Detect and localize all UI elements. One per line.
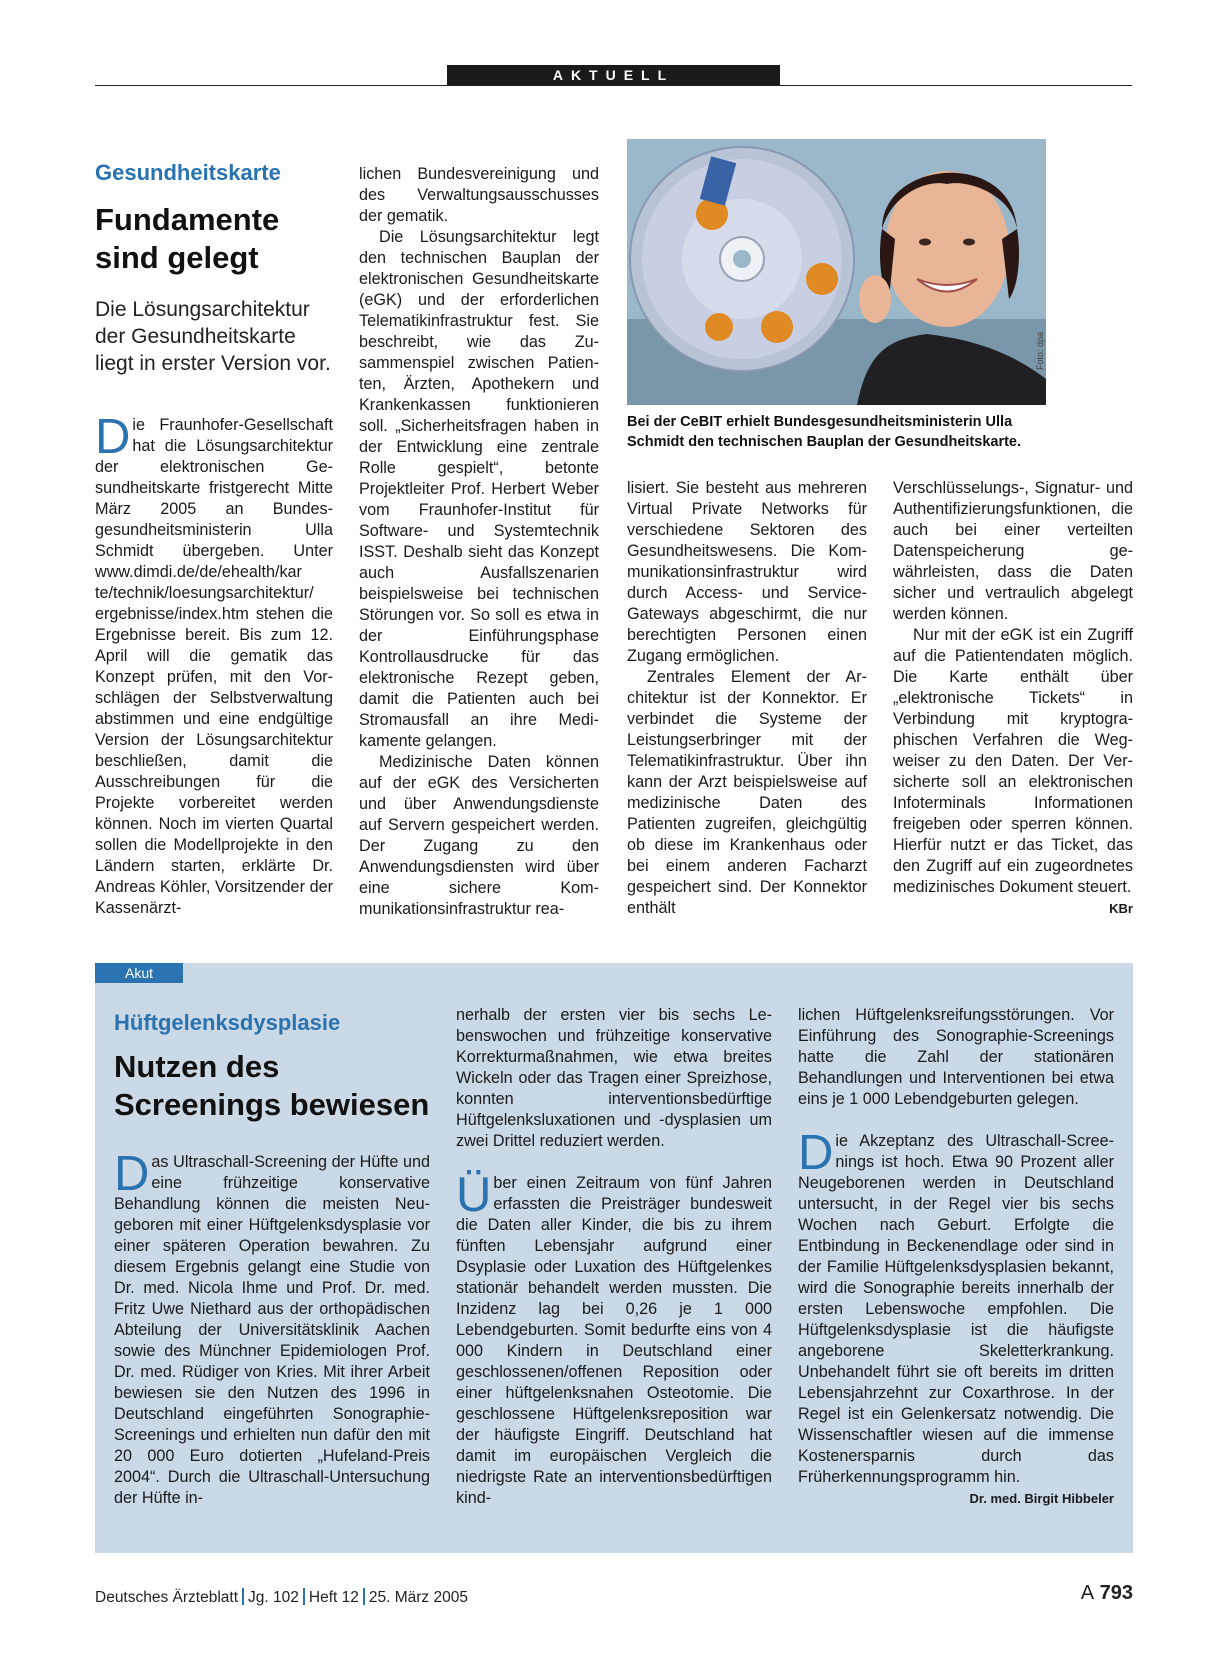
photo-caption-line1: Bei der CeBIT erhielt Bundesgesundheitsministerin Ulla bbox=[627, 414, 1013, 430]
footer-separator bbox=[363, 1588, 365, 1605]
article1-kicker: Gesundheitskarte bbox=[95, 160, 281, 185]
article1-col3-paragraph-2: Zentrales Element der Architektur ist der Konnektor. Er verbindet die Systeme der Leistungserbringer mit der Telematikinfrastruktur. Über ihn kann der Arzt beispielsweise auf medizinische Daten des Patienten zugreifen, gleichgültig ob diese im Krankenhaus oder bei einem anderen Facharzt gespeichert sind. Der Konnektor enthält bbox=[627, 668, 867, 917]
section-label: AKTUELL bbox=[447, 65, 780, 85]
article1-col2-paragraph-2: Die Lösungsarchitektur legt den technischen Bauplan der elektronischen Gesundheitskarte (eGK) und der erforderlichen Telematikinfrastruktur fest. Sie beschreibt, wie das Zusammenspiel zwischen Patienten, Ärzten, Apothekern und Krankenkassen funktionieren soll. „Sicherheitsfragen haben in der Entwicklung eine zentrale Rolle gespielt“, betonte Projektleiter Prof. Herbert Weber vom Fraunhofer-Institut für Software- und Systemtechnik ISST. Deshalb sieht das Konzept auch Ausfallszenarien beispielsweise bei technischen Störungen vor. So soll es etwa in der Einführungsphase Kontrollausdrucke für das elektronische Rezept geben, damit die Patienten auch bei Stromausfall an ihre Medikamente gelangen. bbox=[359, 228, 599, 750]
page-prefix: A bbox=[1080, 1582, 1095, 1604]
photo-illustration bbox=[627, 139, 1046, 405]
article1-deck-line2: der Gesundheitskarte bbox=[95, 325, 296, 348]
article1-deck-line3: liegt in erster Version vor. bbox=[95, 352, 331, 375]
article2-column-3 bbox=[798, 1005, 1114, 1509]
footer bbox=[95, 1588, 468, 1607]
dropcap: D bbox=[798, 1126, 834, 1180]
article1-title-line1: Fundamente bbox=[95, 202, 280, 237]
photo-credit: Foto: dpa bbox=[1035, 331, 1045, 370]
article1-col2-paragraph-1: lichen Bundesvereinigung und des Verwaltungsausschusses der gematik. bbox=[359, 165, 599, 225]
article1-column-1 bbox=[95, 410, 333, 919]
article1-col4-paragraph-2 bbox=[893, 625, 1133, 916]
article2-col2-paragraph-1: nerhalb der ersten vier bis sechs Lebenswochen und frühzeitige konservative Korrekturmaßnahmen, wie etwa breites Wickeln oder das Tragen einer Spreizhose, konnten interventionsbedürftige Hüftgelenksluxationen und -dysplasien um zwei Drittel reduziert werden. bbox=[456, 1006, 772, 1150]
article1-column-3 bbox=[627, 478, 867, 919]
article2-col2-paragraph-2: ber einen Zeitraum von fünf Jahren erfassten die Preisträger bundesweit die Daten aller Kinder, die bis zu ihrem fünften Lebensjahr aufgrund einer Dsyplasie oder Luxation des Hüftgelenkes stationär behandelt werden mussten. Die Inzidenz lag bei 0,26 je 1 000 Lebendgeburten. Somit bedurfte eins von 4 000 Kindern in Deutschland einer geschlossenen/offenen Reposition oder einer hüftgelenksnahen Osteotomie. Die geschlossene Hüftgelenksreposition war der häufigste Eingriff. Deutschland hat damit im europäischen Vergleich die niedrigste Rate an interventionsbedürftigen kind- bbox=[456, 1174, 772, 1507]
article1-col2-paragraph-3: Medizinische Daten können auf der eGK des Versicherten und über Anwendungsdienste auf Servern gespeichert werden. Der Zugang zu den Anwendungsdiensten wird über eine sichere Kommunikationsinfrastruktur rea- bbox=[359, 753, 599, 918]
footer-separator bbox=[303, 1588, 305, 1605]
footer-journal: Deutsches Ärzteblatt bbox=[95, 1589, 239, 1606]
article2-kicker: Hüftgelenksdysplasie bbox=[114, 1010, 341, 1035]
article1-title bbox=[95, 201, 279, 277]
article1-title-line2: sind gelegt bbox=[95, 240, 259, 275]
dropcap: D bbox=[95, 410, 131, 464]
article2-tag: Akut bbox=[95, 963, 183, 983]
footer-volume: Jg. 102 bbox=[248, 1589, 299, 1606]
article2-column-1 bbox=[114, 1147, 430, 1509]
article1-deck bbox=[95, 296, 331, 377]
article1-signature: KBr bbox=[1109, 901, 1133, 916]
dropcap: D bbox=[114, 1147, 150, 1201]
page-number-value: 793 bbox=[1099, 1582, 1133, 1604]
article1-column-4 bbox=[893, 478, 1133, 919]
header-rule bbox=[95, 85, 1132, 86]
article2-col1-text: as Ultraschall-Screening der Hüfte und eine frühzeitige konservative Behandlung können die meisten Neugeboren mit einer Hüftgelenksdysplasie vor einer späteren Operation bewahren. Zu diesem Ergebnis gelangt eine Studie von Dr. med. Nicola Ihme und Prof. Dr. med. Fritz Uwe Niethard aus der orthopädischen Abteilung der Universitätsklinik Aachen sowie des Münchner Epidemiologen Prof. Dr. med. Rüdiger von Kries. Mit ihrer Arbeit bewiesen sie den Nutzen des 1996 in Deutschland eingeführten Sonographie-Screenings und erhielten nun dafür den mit 20 000 Euro dotierten „Hufeland-Preis 2004“. Durch die Ultraschall-Untersuchung der Hüfte in- bbox=[114, 1153, 430, 1507]
article1-deck-line1: Die Lösungsarchitektur bbox=[95, 298, 310, 321]
footer-date: 25. März 2005 bbox=[368, 1589, 468, 1606]
article1-col4-paragraph-2-text: Nur mit der eGK ist ein Zugriff auf die Patientendaten möglich. Die Karte enthält über „elektronische Tickets“ in Verbindung mit kryptographischen Verfahren die Wegweiser zu den Daten. Der Versicherte soll an elektronischen Infoterminals Informationen freigeben oder sperren können. Hierfür nutzt er das Ticket, das den Zugriff auf ein zugeordnetes medizinisches Dokument steuert. bbox=[893, 626, 1133, 896]
article1-col1-text: ie Fraunhofer-Gesellschaft hat die Lösungsarchitektur der elektronischen Gesundheitskarte fristgerecht Mitte März 2005 an Bundesgesundheitsministerin Ulla Schmidt übergeben. Unter www.dimdi.de/de/ehealth/kar te/technik/loesungsarchitektur/ ergebnisse/index.htm stehen die Ergebnisse bereit. Bis zum 12. April will die gematik das Konzept prüfen, mit den Vorschlägen der Selbstverwaltung abstimmen und eine endgültige Version der Lösungsarchitektur beschließen, damit die Ausschreibungen für die Projekte vorbereitet werden können. Noch im vierten Quartal sollen die Modellprojekte in den Ländern starten, erklärte Dr. Andreas Köhler, Vorsitzender der Kassenärzt- bbox=[95, 416, 333, 917]
article2-col3-paragraph-1: lichen Hüftgelenksreifungsstörungen. Vor Einführung des Sonographie-Screenings hatte die Zahl der stationären Behandlungen und Interventionen bei etwa eins je 1 000 Lebendgeburten gelegen. bbox=[798, 1006, 1114, 1108]
footer-issue: Heft 12 bbox=[308, 1589, 359, 1606]
article2-title-line2: Screenings bewiesen bbox=[114, 1087, 430, 1122]
article2-column-2 bbox=[456, 1005, 772, 1509]
article2-signature: Dr. med. Birgit Hibbeler bbox=[969, 1491, 1114, 1506]
footer-separator bbox=[242, 1588, 244, 1605]
photo-caption-line2: Schmidt den technischen Bauplan der Gesundheitskarte. bbox=[627, 434, 1022, 450]
article2-title-line1: Nutzen des bbox=[114, 1049, 280, 1084]
photo-caption bbox=[627, 412, 1067, 452]
article1-col4-paragraph-1: Verschlüsselungs-, Signatur- und Authentifizierungsfunktionen, die auch bei einer verteilten Datenspeicherung gewährleisten, dass die Daten sicher und vertraulich abgelegt werden können. bbox=[893, 479, 1133, 623]
article2-title bbox=[114, 1048, 429, 1124]
photo-cebit bbox=[627, 139, 1046, 405]
article2-col3-paragraph-2: ie Akzeptanz des Ultraschall-Screenings ist hoch. Etwa 90 Prozent aller Neugeborenen werden in Deutschland untersucht, in der Regel vier bis sechs Wochen nach Geburt. Erfolgte die Entbindung in Beckenendlage oder sind in der Familie Hüftgelenksdysplasien bekannt, wird die Sonographie bereits innerhalb der ersten Lebenswoche empfohlen. Die Hüftgelenksdysplasie ist die häufigste angeborene Skeletterkrankung. Unbehandelt führt sie oft bereits im dritten Lebensjahrzehnt zur Coxarthrose. In der Regel ist ein Gelenkersatz notwendig. Die Wissenschaftler wiesen auf die immense Kostenersparnis durch das Früherkennungsprogramm hin. bbox=[798, 1132, 1114, 1486]
dropcap: Ü bbox=[456, 1168, 492, 1222]
article1-col3-paragraph-1: lisiert. Sie besteht aus mehreren Virtual Private Networks für verschiedene Sektoren des Gesundheitswesens. Die Kommunikationsinfrastruktur wird durch Access- und Service-Gateways abgeschirmt, die nur berechtigten Personen einen Zugang ermöglichen. bbox=[627, 479, 867, 665]
page-number bbox=[1081, 1582, 1133, 1605]
article1-column-2 bbox=[359, 164, 599, 920]
